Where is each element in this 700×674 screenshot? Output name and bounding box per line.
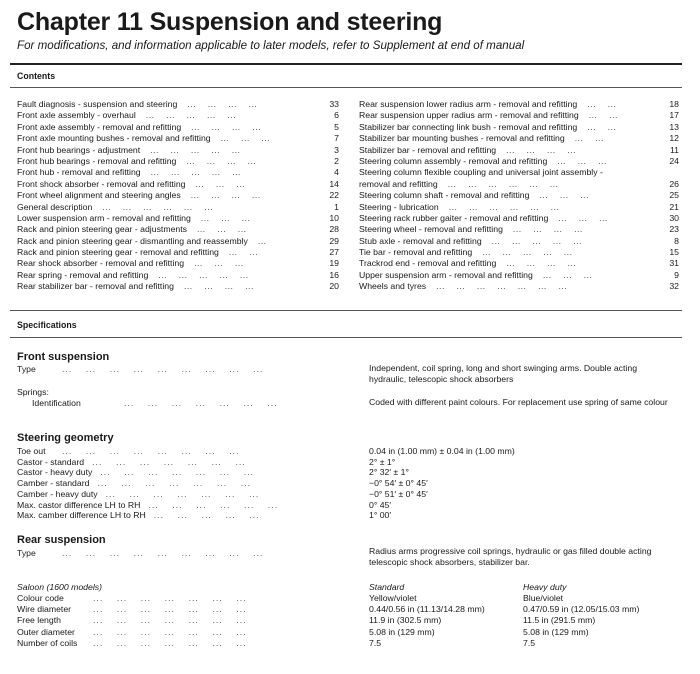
contents-entry-page: 6 (334, 110, 339, 121)
contents-entry (359, 122, 679, 133)
leader-dots: ... ... ... ... (186, 155, 257, 166)
contents-entry-page: 27 (329, 247, 339, 258)
rear-suspension-title: Rear suspension (17, 534, 106, 546)
leader-dots: ... ... ... ... ... ... ... (105, 488, 260, 499)
contents-entry-label: Rear suspension upper radius arm - removal and refitting (359, 110, 579, 121)
contents-entry (359, 145, 679, 156)
leader-dots: ... ... ... ... ... ... (447, 178, 559, 189)
specifications-heading: Specifications (17, 320, 77, 330)
contents-entry (359, 270, 679, 281)
leader-dots: ... ... ... ... ... ... ... (93, 593, 247, 603)
contents-entry (359, 213, 679, 224)
specifications-rule (10, 337, 682, 338)
contents-entry-page: 15 (669, 247, 679, 258)
contents-entry-page: 26 (669, 178, 679, 189)
contents-entry-label: Rack and pinion steering gear - dismantling and reassembly (17, 235, 248, 246)
leader-dots: ... ... ... (542, 269, 593, 280)
leader-dots: ... ... (228, 247, 258, 258)
leader-dots: ... ... ... ... ... ... ... (124, 398, 278, 408)
front-suspension-title: Front suspension (17, 351, 110, 363)
leader-dots: ... ... ... ... (506, 144, 577, 155)
contents-entry-page: 25 (669, 190, 679, 201)
leader-dots: ... ... ... (557, 155, 607, 166)
contents-left-column (17, 99, 339, 293)
contents-entry-label: Fault diagnosis - suspension and steering (17, 99, 178, 109)
leader-dots: ... ... ... (195, 178, 246, 189)
contents-entry-page: 17 (669, 110, 679, 121)
contents-entry-label: Rear spring - removal and refitting (17, 269, 149, 280)
saloon-heavy-duty-value: 5.08 in (129 mm) (523, 626, 589, 637)
contents-entry-label: Front axle mounting bushes - removal and refitting (17, 133, 211, 144)
identification-value: Coded with different paint colours. For replacement use spring of same colour (369, 397, 668, 407)
contents-entry-page: 33 (329, 99, 339, 109)
leader-dots: ... ... ... ... ... ... ... (93, 615, 247, 626)
leader-dots: ... ... ... (539, 190, 590, 201)
saloon-standard-value: Yellow/violet (369, 593, 417, 603)
contents-entry-label: Rack and pinion steering gear - adjustments (17, 224, 187, 235)
contents-entry-page: 12 (669, 133, 679, 144)
saloon-spec-label: Number of coils (17, 637, 78, 648)
contents-entry (17, 281, 339, 292)
steering-geometry-value: 2° ± 1° (369, 456, 396, 467)
contents-entry (17, 133, 339, 144)
contents-right-column (359, 99, 679, 293)
saloon-standard-value: 5.08 in (129 mm) (369, 626, 435, 637)
leader-dots: ... ... ... ... ... (150, 144, 241, 155)
contents-entry (17, 110, 339, 121)
contents-entry-page: 31 (669, 258, 679, 269)
contents-entry-label: Tie bar - removal and refitting (359, 247, 473, 258)
contents-entry-page: 9 (674, 269, 679, 280)
leader-dots: ... (257, 235, 267, 246)
contents-entry-label: removal and refitting (359, 178, 438, 189)
saloon-standard-value: 0.44/0.56 in (11.13/14.28 mm) (369, 604, 485, 615)
springs-label: Springs: (17, 387, 49, 397)
contents-entry (17, 99, 339, 110)
contents-entry-page: 2 (334, 155, 339, 166)
contents-entry-label: Lower suspension arm - removal and refitting (17, 212, 191, 223)
leader-dots: ... ... ... ... (506, 258, 577, 269)
contents-entry (359, 156, 679, 167)
leader-dots: ... ... (587, 99, 617, 109)
contents-entry-label: Steering wheel - removal and refitting (359, 224, 503, 235)
saloon-heavy-duty-value: 0.47/0.59 in (12.05/15.03 mm) (523, 604, 640, 615)
contents-entry-label: Front wheel alignment and steering angles (17, 190, 181, 201)
leader-dots: ... ... ... (196, 224, 247, 235)
contents-entry-page: 20 (329, 281, 339, 292)
leader-dots: ... ... ... ... ... (491, 235, 582, 246)
steering-geometry-value: 1° 00′ (369, 510, 392, 521)
contents-entry-label: Upper suspension arm - removal and refitting (359, 269, 533, 280)
front-suspension-type-label: Type (17, 364, 36, 374)
steering-geometry-label: Max. camber difference LH to RH (17, 510, 146, 521)
saloon-standard-value: 7.5 (369, 637, 382, 648)
saloon-standard-value: 11.9 in (302.5 mm) (369, 615, 442, 626)
contents-entry-page: 30 (669, 212, 679, 223)
contents-entry (359, 224, 679, 235)
contents-entry (17, 202, 339, 213)
saloon-heavy-duty-value: 7.5 (523, 637, 536, 648)
contents-entry-label: Rear stabilizer bar - removal and refitting (17, 281, 174, 292)
steering-geometry-value: 0.04 in (1.00 mm) ± 0.04 in (1.00 mm) (369, 446, 515, 456)
contents-entry-label: Stabilizer bar connecting link bush - removal and refitting (359, 121, 578, 132)
contents-entry (359, 190, 679, 201)
saloon-spec-label: Colour code (17, 593, 64, 603)
contents-entry-page: 19 (329, 258, 339, 269)
contents-entry-page: 21 (669, 201, 679, 212)
leader-dots: ... ... (588, 110, 618, 121)
leader-dots: ... ... ... ... (512, 224, 583, 235)
contents-entry-label: Trackrod end - removal and refitting (359, 258, 497, 269)
leader-dots: ... ... ... ... ... ... ... (93, 626, 247, 637)
column-standard: Standard (369, 582, 405, 592)
saloon-spec-label: Outer diameter (17, 626, 75, 637)
leader-dots: ... ... ... ... (191, 121, 262, 132)
contents-entry-label: Front hub - removal and refitting (17, 167, 141, 178)
steering-geometry-value: −0° 51′ ± 0° 45′ (369, 488, 428, 499)
contents-entry-page: 11 (669, 144, 679, 155)
steering-geometry-label: Toe out (17, 446, 46, 456)
contents-entry (359, 247, 679, 258)
contents-entry (17, 236, 339, 247)
contents-entry-page: 16 (329, 269, 339, 280)
steering-geometry-label: Castor - standard (17, 456, 85, 467)
leader-dots: ... ... ... ... (183, 281, 254, 292)
contents-entry-page: 28 (329, 224, 339, 235)
steering-geometry-value: −0° 54′ ± 0° 45′ (369, 478, 428, 489)
leader-dots: ... ... ... ... ... ... ... (92, 456, 246, 467)
contents-entry-label: Front axle assembly - overhaul (17, 110, 136, 121)
steering-geometry-value: 2° 32′ ± 1° (369, 467, 409, 478)
leader-dots: ... ... ... ... ... (482, 247, 573, 258)
leader-dots: ... ... ... (220, 133, 271, 144)
contents-entry (359, 99, 679, 110)
leader-dots: ... ... ... ... ... ... ... (436, 281, 568, 292)
leader-dots: ... ... ... ... ... (150, 167, 241, 178)
contents-entry (359, 110, 679, 121)
contents-entry-page: 18 (669, 99, 679, 109)
contents-entry-label: Steering column shaft - removal and refitting (359, 190, 530, 201)
front-suspension-type-value: Independent, coil spring, long and short swinging arms. Double acting hydraulic, telescopic shock absorbers (369, 363, 638, 384)
contents-entry-page: 1 (334, 201, 339, 212)
contents-entry-page: 4 (334, 167, 339, 178)
saloon-title: Saloon (1600 models) (17, 582, 102, 592)
contents-entry (17, 145, 339, 156)
leader-dots: ... ... ... ... ... (153, 510, 260, 521)
contents-entry (17, 224, 339, 235)
leader-dots: ... ... (587, 121, 617, 132)
leader-dots: ... ... (574, 133, 604, 144)
contents-entry (17, 258, 339, 269)
contents-entry (359, 281, 679, 292)
saloon-spec-label: Free length (17, 615, 61, 626)
contents-entry (17, 190, 339, 201)
steering-geometry-label: Camber - standard (17, 478, 90, 489)
identification-label: Identification (32, 398, 81, 408)
contents-entry-page: 29 (329, 235, 339, 246)
contents-entry-label: General description (17, 201, 93, 212)
leader-dots: ... ... ... ... (190, 190, 261, 201)
contents-entry-label: Front hub bearings - adjustment (17, 144, 141, 155)
contents-entry-label: Steering column assembly - removal and refitting (359, 155, 548, 166)
contents-entry-page: 22 (329, 190, 339, 201)
contents-entry-page: 5 (334, 121, 339, 132)
contents-entry (359, 258, 679, 269)
leader-dots: ... ... ... (200, 212, 251, 223)
contents-entry-label: Steering rack rubber gaiter - removal and refitting (359, 212, 549, 223)
saloon-heavy-duty-value: Blue/violet (523, 593, 564, 603)
contents-entry (17, 156, 339, 167)
chapter-title: Chapter 11 Suspension and steering (17, 8, 443, 36)
leader-dots: ... ... ... ... ... ... ... (97, 478, 252, 489)
saloon-heavy-duty-value: 11.5 in (291.5 mm) (523, 615, 596, 626)
contents-entry-label: Wheels and tyres (359, 281, 427, 292)
contents-entry-page: 14 (329, 178, 339, 189)
leader-dots: ... ... ... (194, 258, 244, 269)
contents-entry-page: 24 (669, 155, 679, 166)
leader-dots: ... ... ... ... ... ... ... ... ... (62, 364, 264, 374)
rear-suspension-type-label: Type (17, 548, 36, 558)
contents-entry (17, 179, 339, 190)
leader-dots: ... ... ... (558, 212, 608, 223)
contents-entry-page: 13 (669, 121, 679, 132)
steering-geometry-label: Camber - heavy duty (17, 488, 98, 499)
column-heavy-duty: Heavy duty (523, 582, 567, 592)
rear-suspension-type-value: Radius arms progressive coil springs, hydraulic or gas filled double acting telescopic shock absorbers, stabilizer bar. (369, 546, 652, 567)
contents-entry (359, 236, 679, 247)
contents-entry-label: Front hub bearings - removal and refitting (17, 155, 177, 166)
leader-dots: ... ... ... ... ... ... ... (93, 604, 247, 615)
contents-entry-label: Front shock absorber - removal and refitting (17, 178, 186, 189)
contents-entry-label: Rear suspension lower radius arm - removal and refitting (359, 99, 578, 109)
contents-entry-label: Stabilizer bar mounting bushes - removal and refitting (359, 133, 565, 144)
contents-entry (359, 167, 679, 178)
saloon-spec-label: Wire diameter (17, 604, 72, 615)
contents-entry (359, 202, 679, 213)
leader-dots: ... ... ... ... ... (145, 110, 237, 121)
contents-entry-page: 8 (674, 235, 679, 246)
contents-entry-page: 32 (669, 281, 679, 292)
leader-dots: ... ... ... ... ... ... ... (93, 637, 247, 648)
contents-entry (17, 247, 339, 258)
leader-dots: ... ... ... ... ... ... (102, 201, 214, 212)
leader-dots: ... ... ... ... ... ... (148, 499, 279, 510)
leader-dots: ... ... ... ... ... ... ... ... (62, 446, 240, 456)
leader-dots: ... ... ... ... ... ... ... ... ... (62, 548, 264, 558)
steering-geometry-value: 0° 45′ (369, 499, 392, 510)
contents-rule (10, 87, 682, 88)
steering-geometry-label: Max. castor difference LH to RH (17, 499, 141, 510)
steering-geometry-label: Castor - heavy duty (17, 467, 93, 478)
header-rule (10, 63, 682, 65)
contents-heading: Contents (17, 71, 56, 81)
leader-dots: ... ... ... ... (187, 99, 258, 109)
contents-entry (17, 270, 339, 281)
steering-geometry-title: Steering geometry (17, 432, 114, 444)
leader-dots: ... ... ... ... ... ... (448, 201, 560, 212)
contents-entry-label: Front axle assembly - removal and refitting (17, 121, 182, 132)
contents-entry-label: Stub axle - removal and refitting (359, 235, 482, 246)
contents-entry-page: 10 (329, 212, 339, 223)
contents-entry (359, 133, 679, 144)
contents-entry (359, 179, 679, 190)
chapter-subtitle: For modifications, and information applicable to later models, refer to Supplement at end of manual (17, 39, 525, 52)
contents-entry-label: Stabilizer bar - removal and refitting (359, 144, 497, 155)
contents-entry (17, 167, 339, 178)
contents-entry-label: Rack and pinion steering gear - removal and refitting (17, 247, 219, 258)
contents-entry-label: Steering - lubrication (359, 201, 439, 212)
leader-dots: ... ... ... ... ... (158, 269, 249, 280)
contents-entry-label: Steering column flexible coupling and universal joint assembly - (359, 167, 603, 178)
contents-entry-page: 7 (334, 133, 339, 144)
contents-entry (17, 122, 339, 133)
contents-entry-page: 23 (669, 224, 679, 235)
contents-entry-page: 3 (334, 144, 339, 155)
contents-entry (17, 213, 339, 224)
leader-dots: ... ... ... ... ... ... ... (100, 467, 254, 478)
specifications-top-rule (10, 310, 682, 311)
contents-entry-label: Rear shock absorber - removal and refitting (17, 258, 185, 269)
